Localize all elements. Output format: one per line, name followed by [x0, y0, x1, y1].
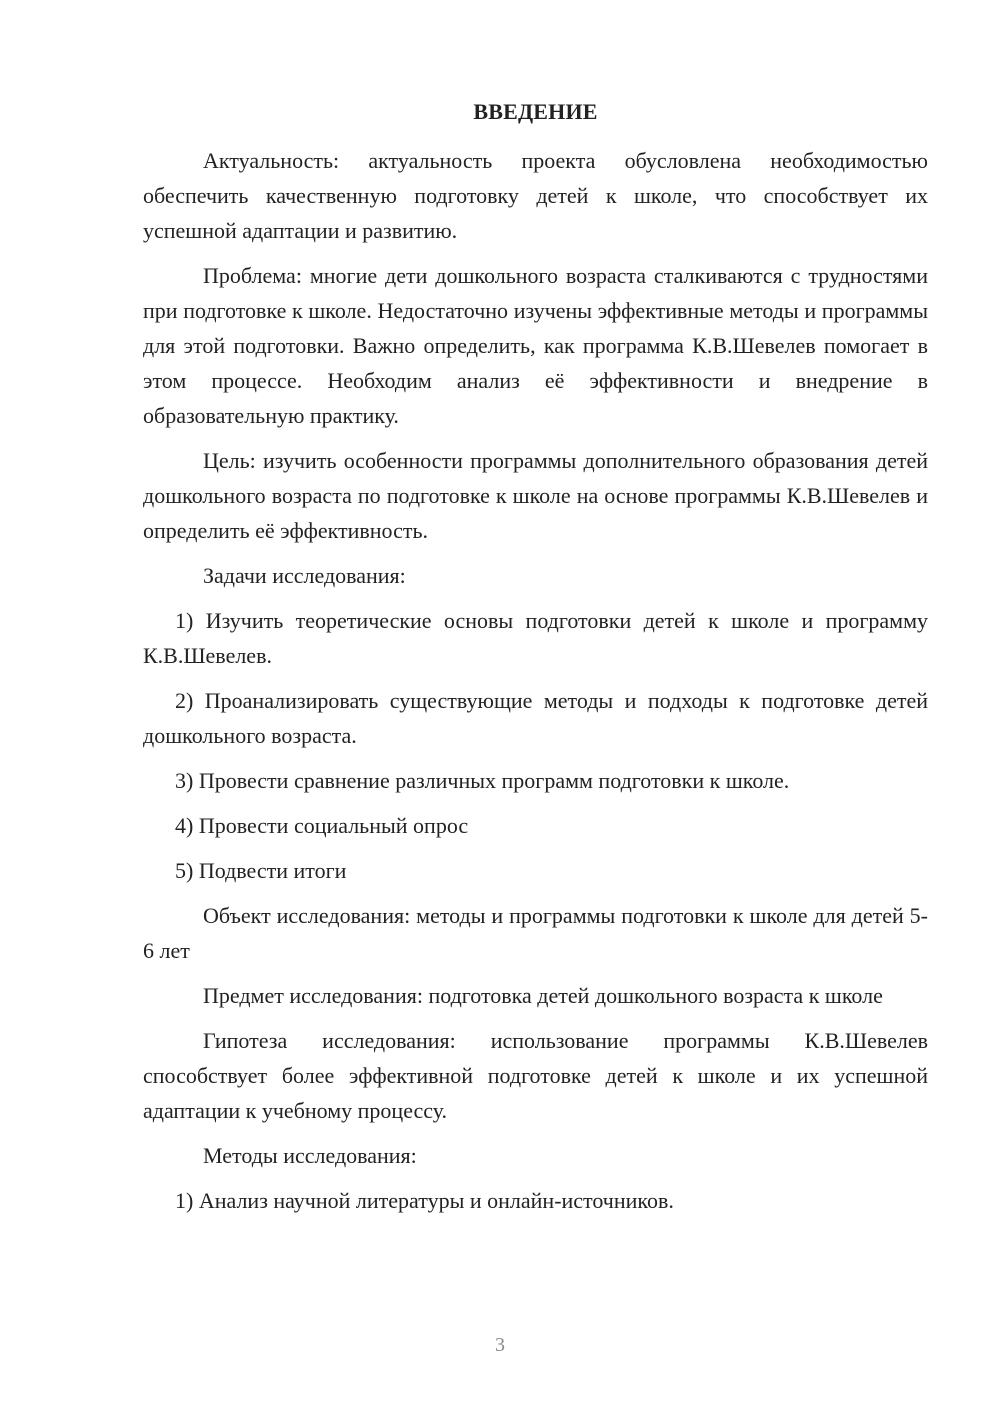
paragraph-problem: Проблема: многие дети дошкольного возраста сталкиваются с трудностями при подготовке к школе. Недостаточно изучены эффективные методы и программы для этой подготовки. Важно определить, как программа К.В.Шевелев помогает в этом процессе. Необходим анализ её эффективности и внедрение в образовательную практику.	[143, 263, 928, 428]
paragraph-tasks-heading: Задачи исследования:	[203, 563, 406, 588]
list-item-task-5: 5) Подвести итоги	[175, 858, 347, 883]
list-item-task-3: 3) Провести сравнение различных программ подготовки к школе.	[175, 768, 790, 793]
page-content	[143, 94, 928, 1228]
paragraph-hypothesis: Гипотеза исследования: использование программы К.В.Шевелев способствует более эффективной подготовке детей к школе и их успешной адаптации к учебному процессу.	[143, 1028, 928, 1123]
list-item-task-2: 2) Проанализировать существующие методы и подходы к подготовке детей дошкольного возраста.	[143, 688, 928, 748]
list-item-task-4: 4) Провести социальный опрос	[175, 813, 469, 838]
paragraph-methods-heading: Методы исследования:	[203, 1143, 417, 1168]
section-heading: ВВЕДЕНИЕ	[473, 99, 598, 124]
paragraph-subject: Предмет исследования: подготовка детей дошкольного возраста к школе	[203, 983, 883, 1008]
page-number: 3	[495, 1334, 505, 1356]
paragraph-goal: Цель: изучить особенности программы дополнительного образования детей дошкольного возраста по подготовке к школе на основе программы К.В.Шевелев и определить её эффективность.	[143, 448, 928, 543]
list-item-method-1: 1) Анализ научной литературы и онлайн-источников.	[175, 1188, 674, 1213]
paragraph-relevance: Актуальность: актуальность проекта обусловлена необходимостью обеспечить качественную подготовку детей к школе, что способствует их успешной адаптации и развитию.	[143, 148, 928, 243]
paragraph-object: Объект исследования: методы и программы подготовки к школе для детей 5-6 лет	[143, 903, 928, 963]
list-item-task-1: 1) Изучить теоретические основы подготовки детей к школе и программу К.В.Шевелев.	[143, 608, 928, 668]
